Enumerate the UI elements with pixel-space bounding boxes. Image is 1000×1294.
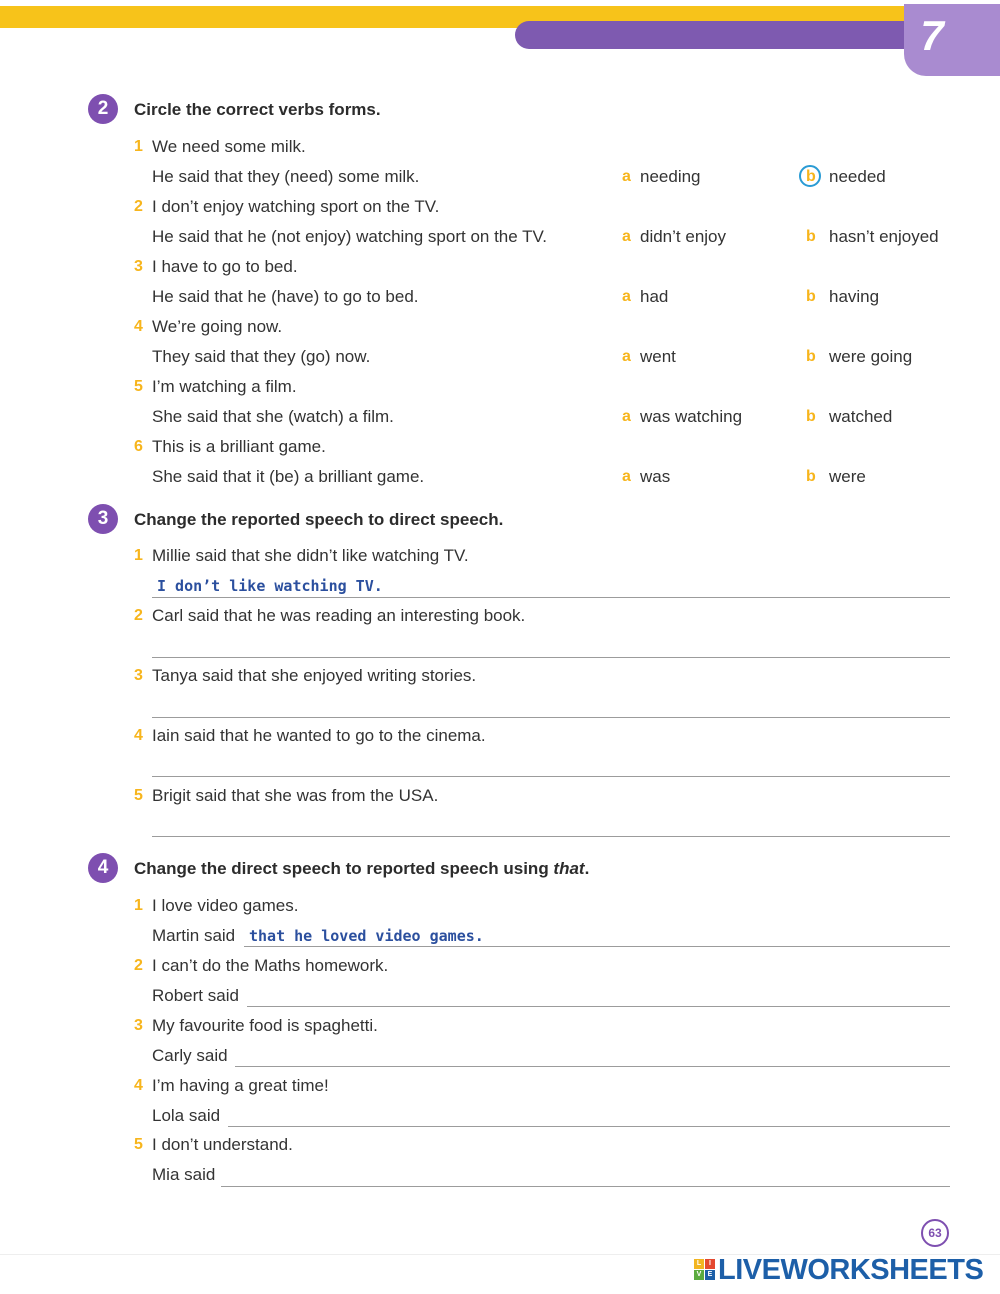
- reported-sentence: She said that it (be) a brilliant game.: [152, 467, 425, 486]
- logo-letter: E: [705, 1270, 715, 1280]
- exercise-3-badge: 3: [88, 504, 118, 534]
- exercise-4-title: [134, 859, 589, 879]
- option-b-letter: b: [806, 168, 816, 185]
- reporter-prompt: Martin said: [152, 926, 236, 945]
- option-a[interactable]: was: [640, 467, 671, 486]
- exercise-3-title: Change the reported speech to direct speech.: [134, 510, 504, 529]
- item-number: 3: [134, 258, 143, 275]
- answer-line: [235, 1066, 950, 1067]
- direct-sentence: I’m watching a film.: [152, 377, 297, 396]
- page-number: 63: [921, 1219, 949, 1247]
- answer-line: [152, 597, 950, 598]
- answer-line: [244, 946, 950, 947]
- item-number: 4: [134, 318, 143, 335]
- reported-sentence: Millie said that she didn’t like watching TV.: [152, 546, 469, 565]
- option-a-letter: a: [622, 408, 631, 425]
- option-a[interactable]: had: [640, 287, 669, 306]
- reporter-prompt: Robert said: [152, 986, 239, 1005]
- direct-sentence: I have to go to bed.: [152, 257, 298, 276]
- option-a[interactable]: needing: [640, 167, 701, 186]
- direct-sentence: I love video games.: [152, 896, 299, 915]
- reporter-prompt: Carly said: [152, 1046, 228, 1065]
- reported-sentence: Brigit said that she was from the USA.: [152, 786, 439, 805]
- option-b-letter: b: [806, 288, 816, 305]
- option-a-letter: a: [622, 168, 631, 185]
- item-number: 6: [134, 438, 143, 455]
- answer-line: [152, 836, 950, 837]
- reported-sentence: They said that they (go) now.: [152, 347, 371, 366]
- reporter-prompt: Lola said: [152, 1106, 221, 1125]
- item-number: 3: [134, 1017, 143, 1034]
- reporter-prompt: Mia said: [152, 1165, 216, 1184]
- exercise-2-title: Circle the correct verbs forms.: [134, 100, 381, 119]
- option-b-letter: b: [806, 348, 816, 365]
- reported-sentence: He said that they (need) some milk.: [152, 167, 420, 186]
- direct-sentence: This is a brilliant game.: [152, 437, 326, 456]
- option-a[interactable]: went: [640, 347, 676, 366]
- item-number: 4: [134, 727, 143, 744]
- logo-letter: L: [694, 1259, 704, 1269]
- reported-sentence: She said that she (watch) a film.: [152, 407, 394, 426]
- item-number: 5: [134, 1136, 143, 1153]
- answer-input[interactable]: that he loved video games.: [249, 927, 484, 945]
- option-b-letter: b: [806, 468, 816, 485]
- direct-sentence: I can’t do the Maths homework.: [152, 956, 389, 975]
- answer-line: [228, 1126, 950, 1127]
- direct-sentence: I don’t enjoy watching sport on the TV.: [152, 197, 440, 216]
- option-b-letter: b: [806, 408, 816, 425]
- liveworksheets-logo-text[interactable]: LIVEWORKSHEETS: [718, 1254, 984, 1286]
- logo-letter: V: [694, 1270, 704, 1280]
- option-a[interactable]: was watching: [640, 407, 743, 426]
- direct-sentence: We’re going now.: [152, 317, 283, 336]
- answer-line: [247, 1006, 950, 1007]
- option-a-letter: a: [622, 228, 631, 245]
- title-period: .: [584, 859, 590, 878]
- option-b[interactable]: were going: [829, 347, 913, 366]
- item-number: 1: [134, 897, 143, 914]
- answer-line: [152, 776, 950, 777]
- reported-sentence: He said that he (not enjoy) watching sport on the TV.: [152, 227, 548, 246]
- item-number: 2: [134, 607, 143, 624]
- exercise-4-badge: 4: [88, 853, 118, 883]
- header-purple-bar: [515, 21, 915, 49]
- item-number: 5: [134, 378, 143, 395]
- option-b[interactable]: were: [829, 467, 866, 486]
- answer-line: [221, 1186, 950, 1187]
- direct-sentence: We need some milk.: [152, 137, 306, 156]
- exercise-2-badge: 2: [88, 94, 118, 124]
- option-a-letter: a: [622, 468, 631, 485]
- option-b[interactable]: watched: [829, 407, 893, 426]
- reported-sentence: He said that he (have) to go to bed.: [152, 287, 419, 306]
- item-number: 5: [134, 787, 143, 804]
- option-a-letter: a: [622, 288, 631, 305]
- option-a[interactable]: didn’t enjoy: [640, 227, 727, 246]
- title-emphasis: that: [553, 859, 585, 878]
- title-text: Change the direct speech to reported speech using: [134, 859, 554, 878]
- direct-sentence: My favourite food is spaghetti.: [152, 1016, 378, 1035]
- item-number: 1: [134, 547, 143, 564]
- option-b[interactable]: hasn’t enjoyed: [829, 227, 939, 246]
- reported-sentence: Tanya said that she enjoyed writing stories.: [152, 666, 477, 685]
- option-b[interactable]: needed: [829, 167, 886, 186]
- option-b[interactable]: having: [829, 287, 880, 306]
- direct-sentence: I’m having a great time!: [152, 1076, 329, 1095]
- direct-sentence: I don’t understand.: [152, 1135, 293, 1154]
- reported-sentence: Carl said that he was reading an interesting book.: [152, 606, 526, 625]
- liveworksheets-logo-icon: [694, 1259, 716, 1281]
- unit-number: 7: [920, 12, 944, 59]
- option-a-letter: a: [622, 348, 631, 365]
- answer-line: [152, 657, 950, 658]
- answer-line: [152, 717, 950, 718]
- item-number: 2: [134, 957, 143, 974]
- answer-input[interactable]: I don’t like watching TV.: [157, 577, 383, 595]
- item-number: 3: [134, 667, 143, 684]
- item-number: 1: [134, 138, 143, 155]
- reported-sentence: Iain said that he wanted to go to the cinema.: [152, 726, 486, 745]
- option-b-letter: b: [806, 228, 816, 245]
- item-number: 4: [134, 1077, 143, 1094]
- logo-letter: I: [705, 1259, 715, 1269]
- item-number: 2: [134, 198, 143, 215]
